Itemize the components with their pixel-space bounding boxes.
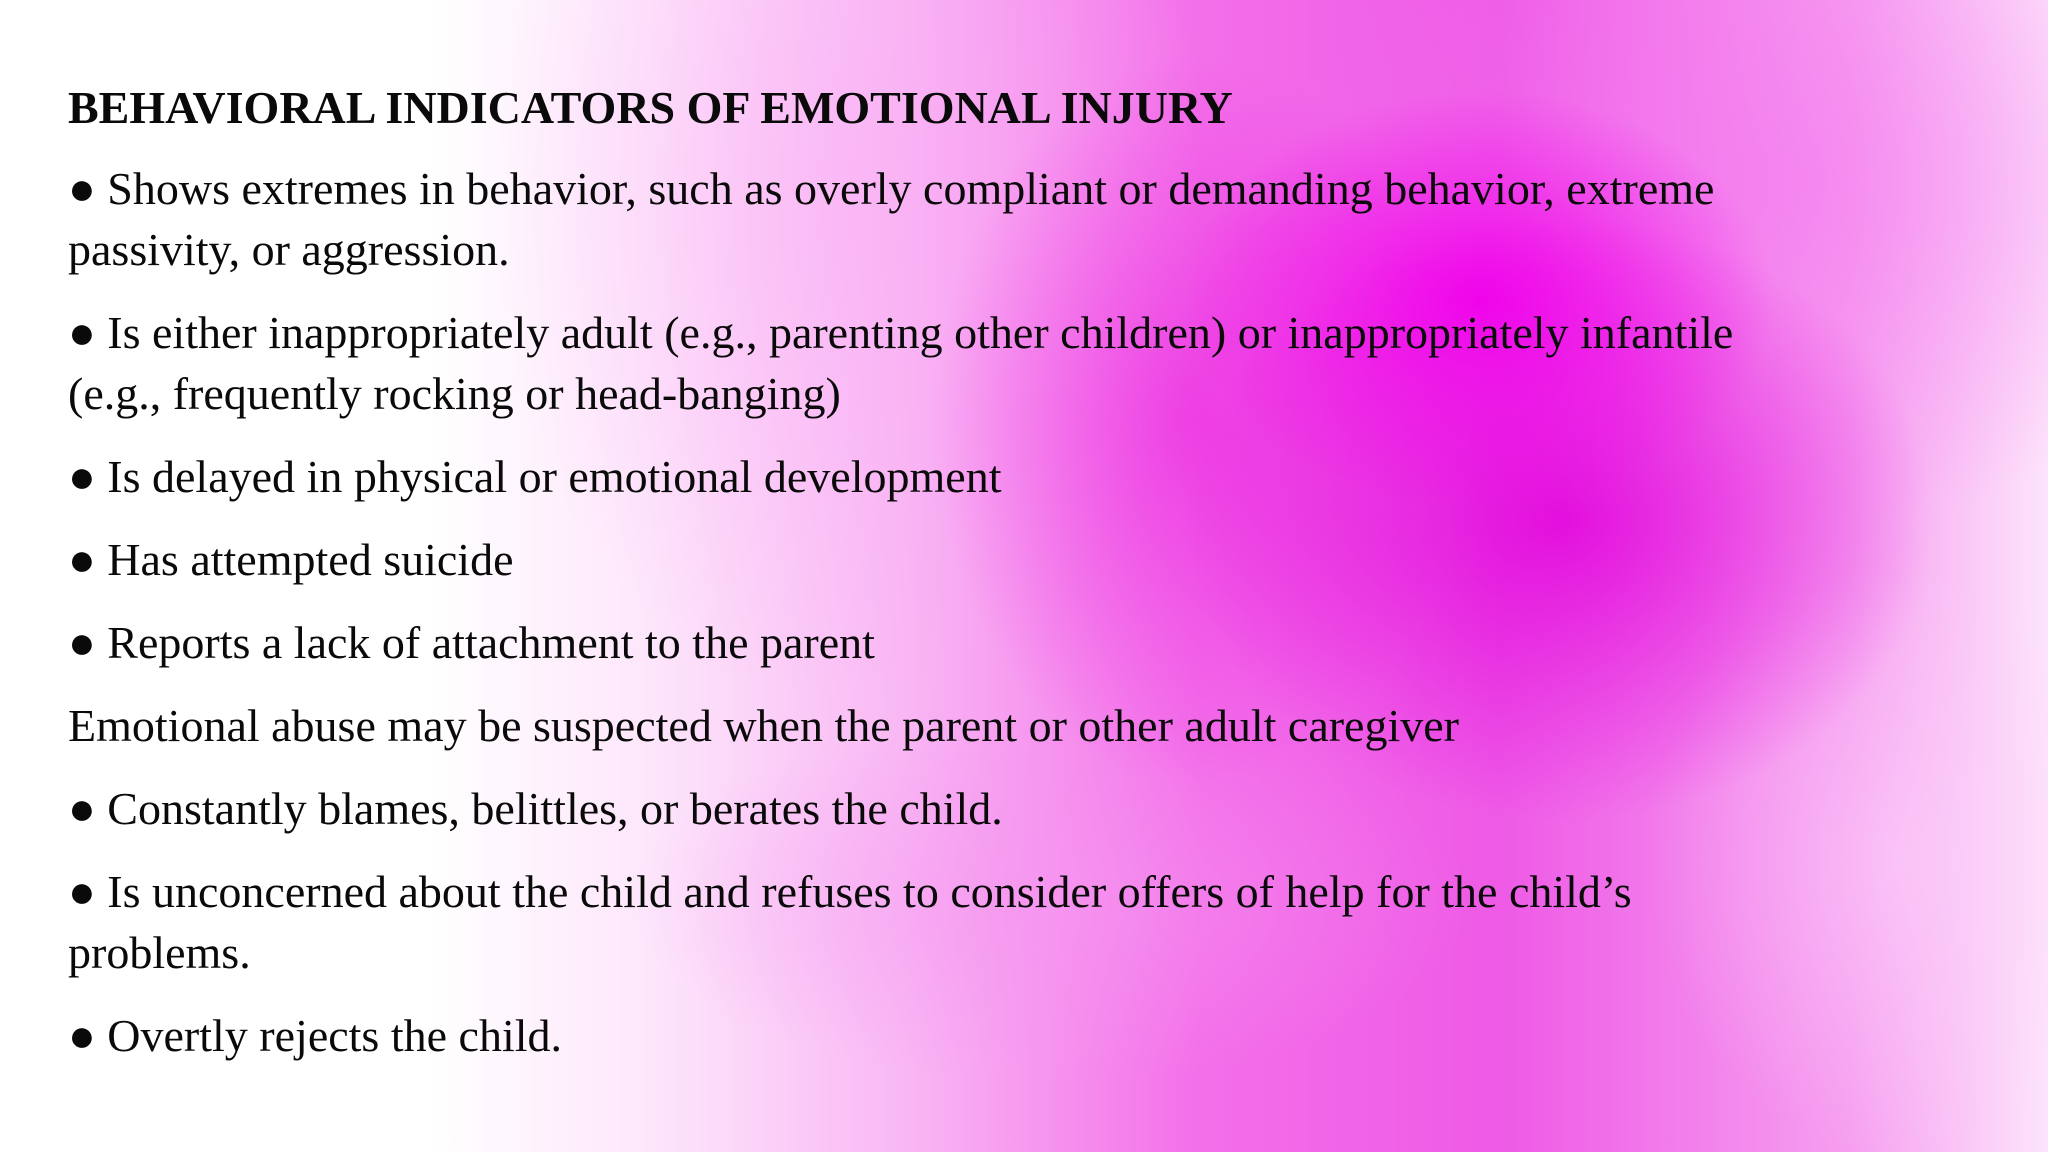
bullet-delayed-development [68,446,1968,507]
bullet-inappropriately-adult [68,302,1968,424]
bullet-lack-of-attachment [68,612,1968,673]
bullet-rejects-child [68,1005,1968,1066]
text-line: ● Has attempted suicide [68,534,514,585]
text-line: ● Shows extremes in behavior, such as overly compliant or demanding behavior, extreme [68,163,1715,214]
bullet-unconcerned-about-child [68,861,1968,983]
text-line: ● Constantly blames, belittles, or berates the child. [68,783,1003,834]
text-line: ● Is unconcerned about the child and refuses to consider offers of help for the child’s [68,866,1632,917]
bullet-blames-child [68,778,1968,839]
text-line: ● Overtly rejects the child. [68,1010,563,1061]
text-line: Emotional abuse may be suspected when the parent or other adult caregiver [68,700,1459,751]
bullet-attempted-suicide [68,529,1968,590]
text-line: (e.g., frequently rocking or head-banging) [68,368,841,419]
slide-title: BEHAVIORAL INDICATORS OF EMOTIONAL INJURY [68,82,1233,133]
slide-content [68,80,1968,1088]
text-line: problems. [68,927,251,978]
caregiver-intro-text [68,695,1968,756]
bullet-extremes-in-behavior [68,158,1968,280]
text-line: passivity, or aggression. [68,224,510,275]
text-line: ● Is either inappropriately adult (e.g., parenting other children) or inappropriately infantile [68,307,1734,358]
text-line: ● Reports a lack of attachment to the parent [68,617,875,668]
text-line: ● Is delayed in physical or emotional development [68,451,1002,502]
